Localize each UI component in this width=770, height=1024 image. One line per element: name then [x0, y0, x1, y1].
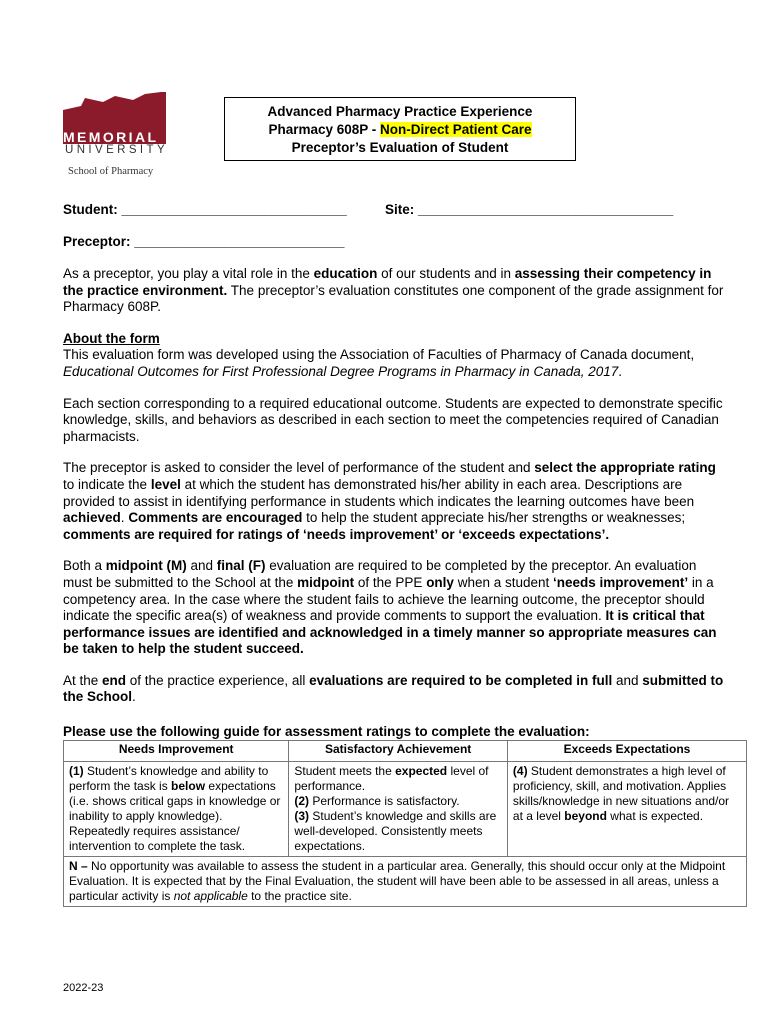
footer-year: 2022-23: [63, 982, 104, 994]
memorial-university-logo: [63, 92, 173, 177]
end-paragraph: At the end of the practice experience, all evaluations are required to be completed in full and submitted to the School.: [63, 672, 724, 705]
logo-mark: [63, 92, 167, 130]
header-exceeds: Exceeds Expectations: [507, 741, 746, 762]
guide-heading: Please use the following guide for assessment ratings to complete the evaluation:: [63, 724, 590, 739]
about-section: About the form This evaluation form was developed using the Association of Faculties of Pharmacy of Canada document, Educational Outcomes for First Professional Degree Programs in Pharmacy in Canada, 2017.: [63, 330, 695, 379]
rating-paragraph: The preceptor is asked to consider the level of performance of the student and select the appropriate rating to indicate the level at which the student has demonstrated his/her ability in each area. Descriptions are provided to assist in identifying performance in students which indicates the learning outcomes have been achieved. Comments are encouraged to help the student appreciate his/her strengths or weaknesses; comments are required for ratings of ‘needs improvement’ or ‘exceeds expectations’.: [63, 460, 716, 542]
about-heading: About the form: [63, 330, 160, 346]
header-needs-improvement: Needs Improvement: [64, 741, 289, 762]
satisfactory-cell: Student meets the expected level of performance. (2) Performance is satisfactory. (3) Student’s knowledge and skills are well-developed. Consistently meets expectations.: [289, 762, 508, 857]
logo-line1: MEMORIAL: [63, 129, 159, 145]
preceptor-field[interactable]: Preceptor: ____________________________: [63, 234, 345, 249]
title-line2: [225, 121, 575, 139]
table-row: [64, 857, 747, 907]
midpoint-paragraph: Both a midpoint (M) and final (F) evaluation are required to be completed by the preceptor. An evaluation must be submitted to the School at the midpoint of the PPE only when a student ‘needs improvement’ in a competency area. In the case where the student fails to achieve the learning outcome, the preceptor should indicate the specific area(s) of weakness and provide comments to support the evaluation. It is critical that performance issues are identified and acknowledged in a timely manner so appropriate measures can be taken to help the student succeed.: [63, 558, 717, 657]
rating-guide-table: [63, 740, 747, 907]
title-box: [224, 97, 576, 161]
table-header-row: [64, 741, 747, 762]
needs-improvement-cell: (1) Student’s knowledge and ability to perform the task is below expectations (i.e. shows critical gaps in knowledge or inability to apply knowledge). Repeatedly requires assistance/ intervention to complete the task.: [64, 762, 289, 857]
not-applicable-cell: N – No opportunity was available to assess the student in a particular area. Generally, this should occur only at the Midpoint Evaluation. It is expected that by the Final Evaluation, the student will have been able to be assessed in all areas, unless a particular activity is not applicable to the practice site.: [64, 857, 747, 907]
title-line3: Preceptor’s Evaluation of Student: [291, 140, 509, 155]
title-line2-prefix: Pharmacy 608P -: [268, 122, 381, 137]
intro-paragraph: As a preceptor, you play a vital role in the education of our students and in assessing their competency in the practice environment. The preceptor’s evaluation constitutes one component of the grade assignment for Pharmacy 608P.: [63, 266, 724, 315]
header-satisfactory: Satisfactory Achievement: [289, 741, 508, 762]
school-name: School of Pharmacy: [68, 166, 154, 177]
table-row: [64, 762, 747, 857]
exceeds-cell: (4) Student demonstrates a high level of proficiency, skill, and motivation. Applies skills/knowledge in new situations and/or at a level beyond what is expected.: [507, 762, 746, 857]
title-highlight: Non-Direct Patient Care: [380, 122, 532, 137]
outcome-paragraph: Each section corresponding to a required educational outcome. Students are expected to demonstrate specific knowledge, skills, and behaviors as described in each section to meet the competencies required of Canadian pharmacists.: [63, 395, 723, 444]
student-field[interactable]: Student: ______________________________: [63, 202, 347, 217]
site-field[interactable]: Site: __________________________________: [385, 202, 674, 217]
logo-line2: UNIVERSITY: [65, 144, 169, 156]
body-content: [63, 266, 728, 721]
title-line1: Advanced Pharmacy Practice Experience: [267, 104, 533, 119]
